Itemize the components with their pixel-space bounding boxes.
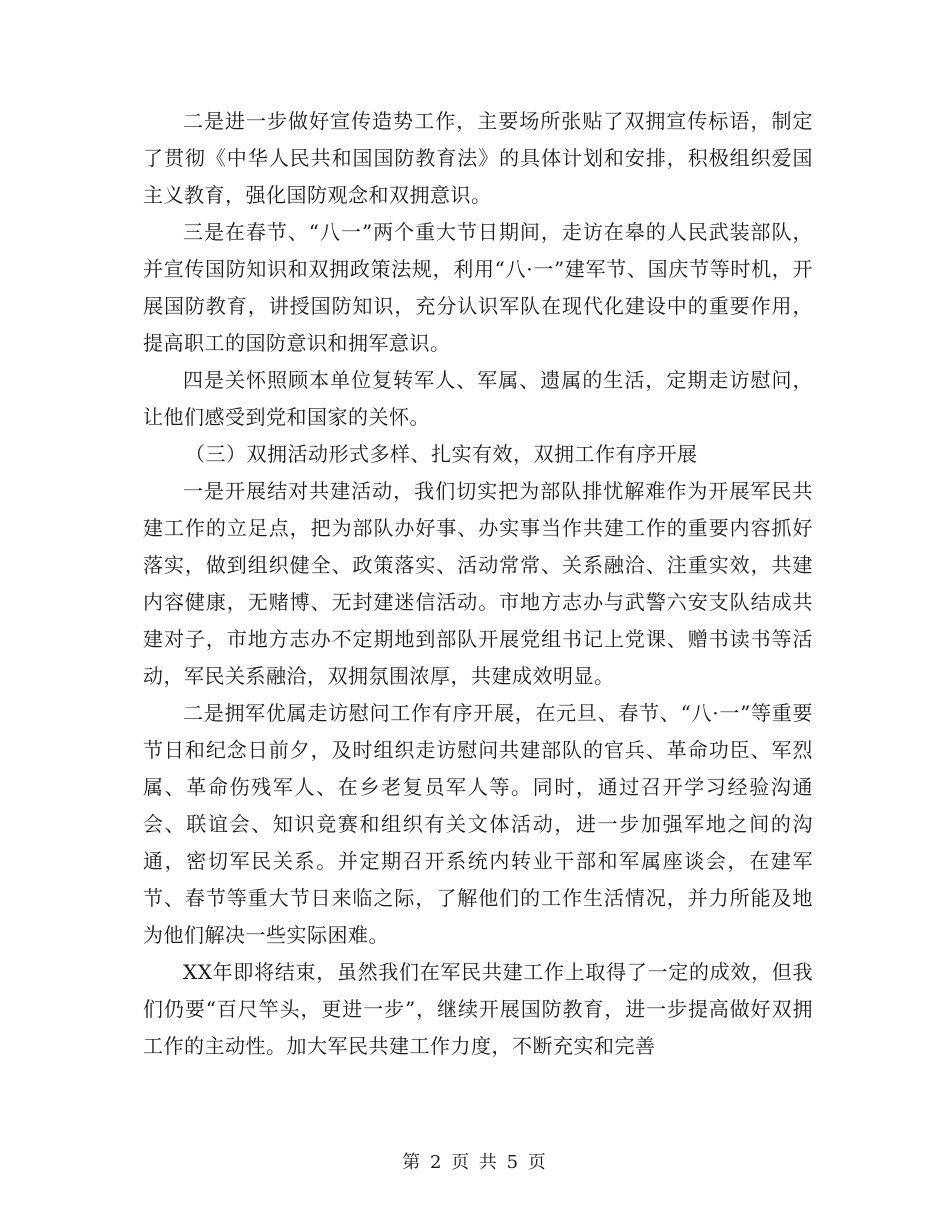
paragraph-care-veterans: 四是关怀照顾本单位复转军人、军属、遗属的生活，定期走访慰问，让他们感受到党和国家的关怀。 — [143, 368, 813, 429]
section-heading-3: （三）双拥活动形式多样、扎实有效，双拥工作有序开展 — [185, 442, 698, 466]
document-body — [143, 103, 813, 1065]
paragraph-joint-building: 一是开展结对共建活动，我们切实把为部队排忧解难作为开展军民共建工作的立足点，把为部队办好事、办实事当作共建工作的重要内容抓好落实，做到组织健全、政策落实、活动常常、关系融洽、注重实效，共建内容健康，无赌博、无封建迷信活动。市地方志办与武警六安支队结成共建对子，市地方志办不定期地到部队开展党组书记上党课、赠书读书等活动，军民关系融洽，双拥氛围浓厚，共建成效明显。 — [143, 479, 813, 688]
paragraph-publicity: 二是进一步做好宣传造势工作，主要场所张贴了双拥宣传标语，制定了贯彻《中华人民共和国国防教育法》的具体计划和安排，积极组织爱国主义教育，强化国防观念和双拥意识。 — [143, 109, 813, 207]
page-footer: 第 2 页 共 5 页 — [402, 1152, 548, 1173]
paragraph-support-army: 二是拥军优属走访慰问工作有序开展，在元旦、春节、“八·一”等重要节日和纪念日前夕，及时组织走访慰问共建部队的官兵、革命功臣、军烈属、革命伤残军人、在乡老复员军人等。同时，通过召开学习经验沟通会、联谊会、知识竞赛和组织有关文体活动，进一步加强军地之间的沟通，密切军民关系。并定期召开系统内转业干部和军属座谈会，在建军节、春节等重大节日来临之际，了解他们的工作生活情况，并力所能及地为他们解决一些实际困难。 — [143, 701, 813, 947]
paragraph-festival-visits: 三是在春节、“八一”两个重大节日期间，走访在皋的人民武装部队，并宣传国防知识和双拥政策法规，利用“八·一”建军节、国庆节等时机，开展国防教育，讲授国防知识，充分认识军队在现代化建设中的重要作用，提高职工的国防意识和拥军意识。 — [143, 220, 813, 355]
paragraph-conclusion: XX年即将结束，虽然我们在军民共建工作上取得了一定的成效，但我们仍要“百尺竿头，更进一步”，继续开展国防教育，进一步提高做好双拥工作的主动性。加大军民共建工作力度，不断充实和完善 — [143, 960, 813, 1058]
